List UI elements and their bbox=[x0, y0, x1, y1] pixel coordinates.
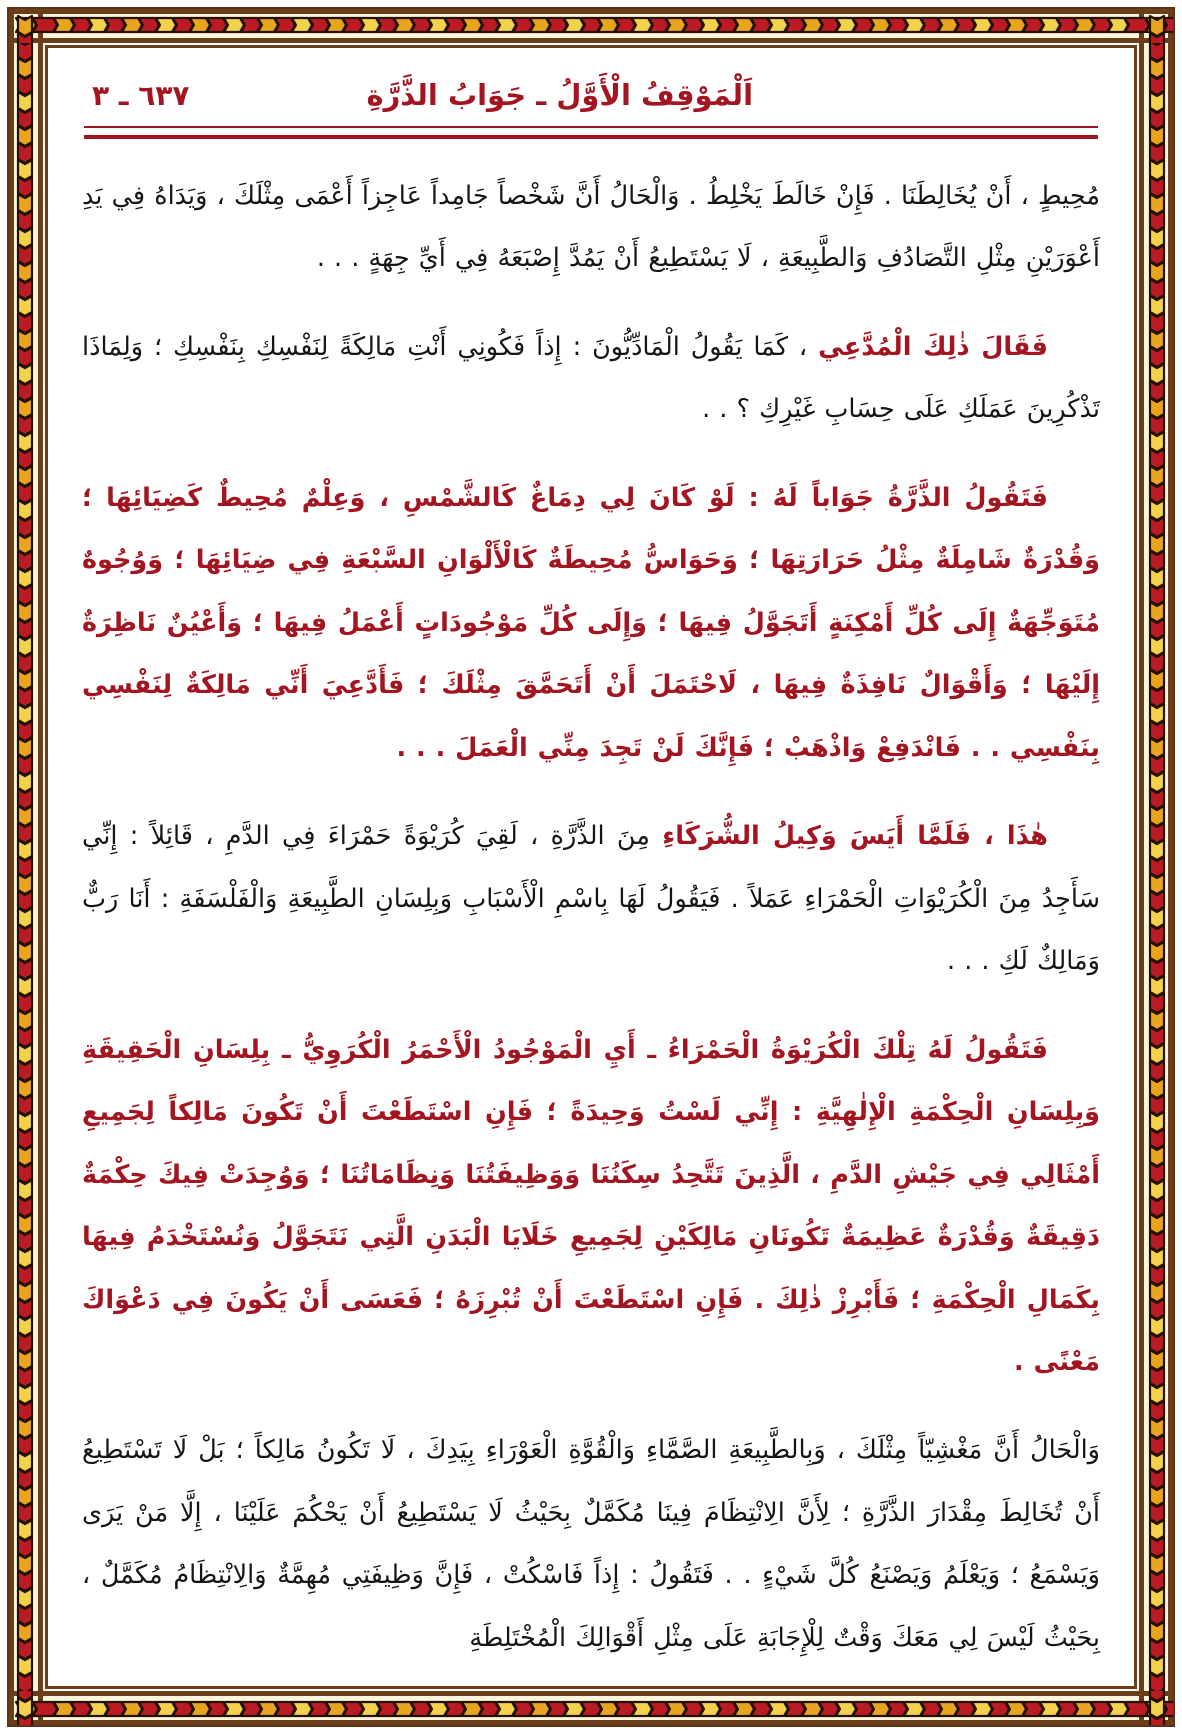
paragraph bbox=[82, 165, 1100, 290]
page-number: ٦٣٧ ـ ٣ bbox=[92, 79, 190, 112]
page-title: اَلْمَوْقِفُ الْأَوَّلُ ـ جَوَابُ الذَّرَّةِ bbox=[366, 78, 754, 112]
text-run-red: فَقَالَ ذٰلِكَ الْمُدَّعِي bbox=[818, 331, 1048, 362]
text-run-black: وَالْحَالُ أَنَّ مَغْشِيّاً مِثْلَكَ ، وَبِالطَّبِيعَةِ الصَّمَّاءِ وَالْقُوَّةِ الْعَوْرَاءِ بِيَدِكَ ، لَا تَكُونُ مَالِكاً ؛ بَلْ لَا تَسْتَطِيعُ أَنْ تُخَالِطَ مِقْدَارَ الذَّرَّةِ ؛ لِأَنَّ الِانْتِظَامَ فِينَا مُكَمَّلٌ بِحَيْثُ لَا يَسْتَطِيعُ أَنْ يَحْكُمَ عَلَيْنَا ، إِلَّا مَنْ يَرَى وَيَسْمَعُ ؛ وَيَعْلَمُ وَيَصْنَعُ كُلَّ شَيْءٍ . . فَتَقُولُ : إِذاً فَاسْكُتْ ، فَإِنَّ وَظِيفَتِي مُهِمَّةٌ وَالِانْتِظَامُ مُكَمَّلٌ ، بِحَيْثُ لَيْسَ لِي مَعَكَ وَقْتٌ لِلْإِجَابَةِ عَلَى مِثْلِ أَقْوَالِكَ الْمُخْتَلِطَةِ bbox=[82, 1435, 1100, 1653]
text-run-red: هٰذَا ، فَلَمَّا أَيَسَ وَكِيلُ الشُّرَكَاءِ bbox=[662, 821, 1048, 852]
text-run-black: ، كَمَا يَقُولُ الْمَادِّيُّونَ : إِذاً فَكُونِي أَنْتِ مَالِكَةً لِنَفْسِكِ بِنَفْسِكِ ؛ وَلِمَاذَا تَذْكُرِينَ عَمَلَكِ عَلَى حِسَابِ غَيْرِكِ ؟ . . bbox=[82, 331, 1100, 425]
text-run-black: مُحِيطٍ ، أَنْ يُخَالِطَنَا . فَإِنْ خَالَطَ يَخْلِطُ . وَالْحَالُ أَنَّ شَخْصاً جَامِداً عَاجِزاً أَعْمَى مِثْلَكَ ، وَيَدَاهُ فِي يَدِ أَعْوَرَيْنِ مِثْلِ التَّصَادُفِ وَالطَّبِيعَةِ ، لَا يَسْتَطِيعُ أَنْ يَمُدَّ إِصْبَعَهُ فِي أَيِّ جِهَةٍ . . . bbox=[82, 181, 1100, 274]
paragraph bbox=[82, 1419, 1100, 1669]
page-content bbox=[50, 50, 1132, 1684]
paragraph bbox=[82, 316, 1100, 441]
paragraph bbox=[82, 805, 1100, 992]
paragraph bbox=[82, 467, 1100, 779]
text-run-red: فَتَقُولُ لَهُ تِلْكَ الْكُرَيْوَةُ الْحَمْرَاءُ ـ أَيِ الْمَوْجُودُ الْأَحْمَرُ الْكُرَوِيُّ ـ بِلِسَانِ الْحَقِيقَةِ وَبِلِسَانِ الْحِكْمَةِ الْإِلٰهِيَّةِ : إِنِّي لَسْتُ وَحِيدَةً ؛ فَإِنِ اسْتَطَعْتَ أَنْ تَكُونَ مَالِكاً لِجَمِيعِ أَمْثَالِي فِي جَيْشِ الدَّمِ ، الَّذِينَ تَتَّحِدُ سِكَنُنَا وَوَظِيفَتُنَا وَنِظَامَاتُنَا ؛ وَوُجِدَتْ فِيكَ حِكْمَةٌ دَقِيقَةٌ وَقُدْرَةٌ عَظِيمَةٌ تَكُونَانِ مَالِكَيْنِ لِجَمِيعِ خَلَايَا الْبَدَنِ الَّتِي نَتَجَوَّلُ وَنُسْتَخْدَمُ فِيهَا بِكَمَالِ الْحِكْمَةِ ؛ فَأَبْرِزْ ذٰلِكَ . فَإِنِ اسْتَطَعْتَ أَنْ تُبْرِزَهُ ؛ فَعَسَى أَنْ يَكُونَ فِي دَعْوَاكَ مَعْنًى . bbox=[82, 1034, 1100, 1377]
header-divider-rule bbox=[84, 126, 1098, 139]
page-header bbox=[78, 78, 1104, 112]
paragraph bbox=[82, 1019, 1100, 1394]
text-run-black: مِنَ الذَّرَّةِ ، لَقِيَ كُرَيْوَةً حَمْرَاءَ فِي الدَّمِ ، قَائِلاً : إِنِّي سَأَجِدُ مِنَ الْكُرَيْوَاتِ الْحَمْرَاءِ عَمَلاً . فَيَقُولُ لَهَا بِاسْمِ الْأَسْبَابِ وَبِلِسَانِ الطَّبِيعَةِ وَالْفَلْسَفَةِ : أَنَا رَبٌّ وَمَالِكٌ لَكِ . . . bbox=[82, 821, 1100, 977]
body-text-block bbox=[78, 165, 1104, 1669]
text-run-red: فَتَقُولُ الذَّرَّةُ جَوَاباً لَهُ : لَوْ كَانَ لِي دِمَاغٌ كَالشَّمْسِ ، وَعِلْمٌ مُحِيطٌ كَضِيَائِهَا ؛ وَقُدْرَةٌ شَامِلَةٌ مِثْلُ حَرَارَتِهَا ؛ وَحَوَاسُّ مُحِيطَةٌ كَالْأَلْوَانِ السَّبْعَةِ فِي ضِيَائِهَا ؛ وَوُجُوهٌ مُتَوَجِّهَةٌ إِلَى كُلِّ أَمْكِنَةٍ أَتَجَوَّلُ فِيهَا ؛ وَإِلَى كُلِّ مَوْجُودَاتٍ أَعْمَلُ فِيهَا ؛ وَأَعْيُنٌ نَاظِرَةٌ إِلَيْهَا ؛ وَأَقْوَالٌ نَافِذَةٌ فِيهَا ، لَاحْتَمَلَ أَنْ أَتَحَمَّقَ مِثْلَكَ ؛ فَأَدَّعِيَ أَنِّي مَالِكَةٌ لِنَفْسِي بِنَفْسِي . . فَانْدَفِعْ وَاذْهَبْ ؛ فَإِنَّكَ لَنْ تَجِدَ مِنِّي الْعَمَلَ . . . bbox=[82, 482, 1100, 763]
